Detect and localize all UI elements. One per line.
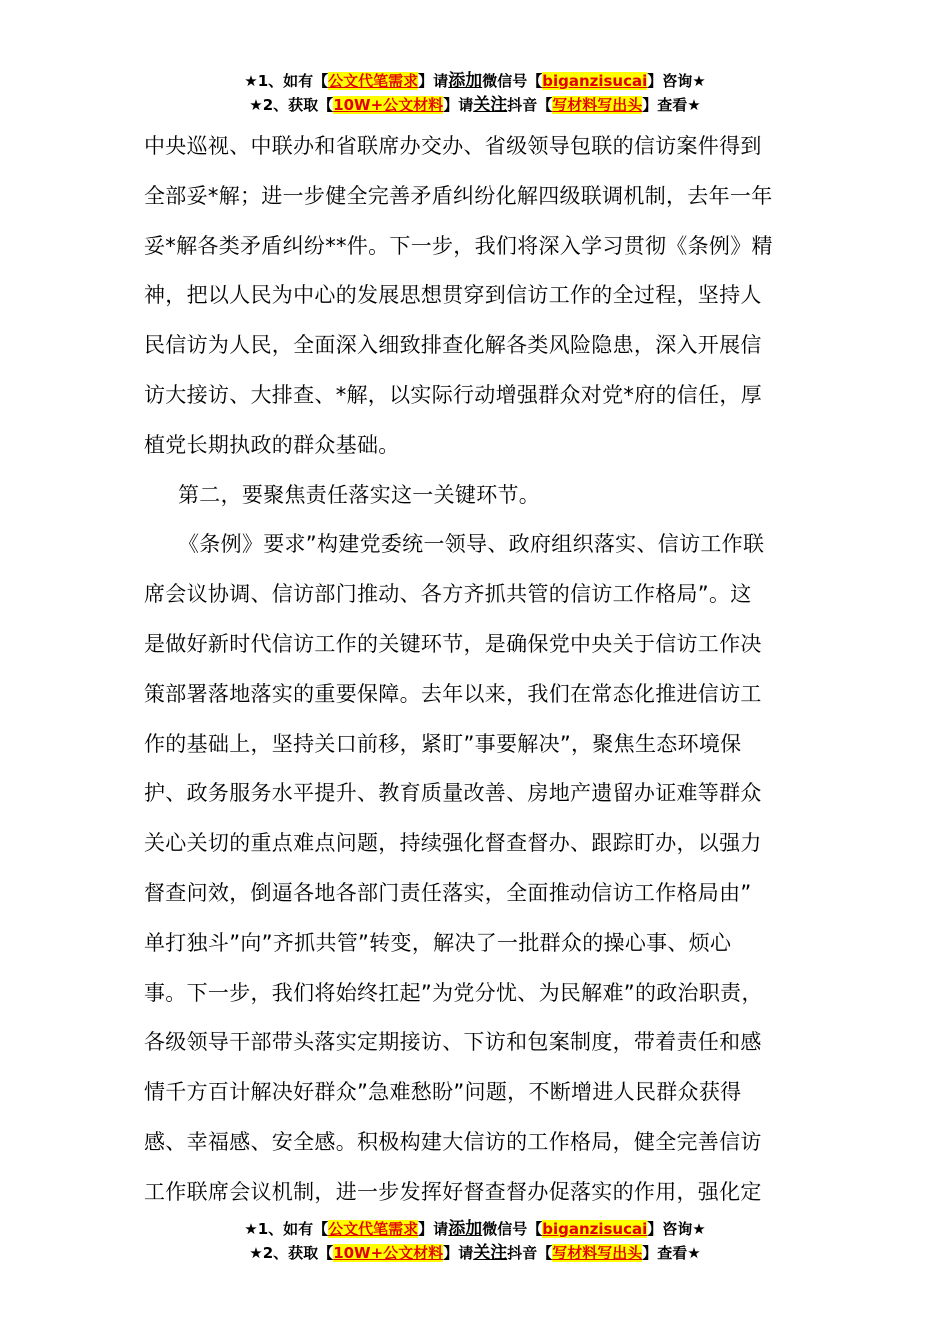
promo-highlight: 10W+公文材料 [333, 1244, 444, 1262]
promo-emphasis: 关注 [473, 95, 508, 115]
promo-banner-top [0, 69, 950, 117]
promo-text: 】请 [443, 1244, 474, 1262]
promo-line-1 [0, 1217, 950, 1241]
text-line: 关心关切的重点难点问题，持续强化督查督办、跟踪盯办，以强力 [144, 831, 762, 856]
text-line: 是做好新时代信访工作的关键环节，是确保党中央关于信访工作决 [144, 631, 762, 656]
text-line: 督查问效，倒逼各地各部门责任落实，全面推动信访工作格局由” [144, 880, 752, 905]
promo-text: 抖音【 [507, 96, 553, 114]
promo-text: 】咨询★ [647, 1220, 706, 1238]
promo-text: 微信号【 [482, 72, 543, 90]
text-line: 《条例》要求”构建党委统一领导、政府组织落实、信访工作联 [178, 532, 765, 557]
promo-text: ★1、如有【 [244, 72, 329, 90]
document-body [144, 122, 824, 1218]
text-line: 单打独斗”向”齐抓共管”转变，解决了一批群众的操心事、烦心 [144, 930, 732, 955]
promo-line-1 [0, 69, 950, 93]
text-line: 事。下一步，我们将始终扛起”为党分忧、为民解难”的政治职责， [144, 980, 763, 1005]
text-line: 访大接访、大排查、*解，以实际行动增强群众对党*府的信任，厚 [144, 382, 762, 407]
promo-text: ★1、如有【 [244, 1220, 329, 1238]
promo-highlight: 公文代笔需求 [328, 72, 419, 90]
text-line: 感、幸福感、安全感。积极构建大信访的工作格局，健全完善信访 [144, 1129, 762, 1154]
promo-text: ★2、获取【 [249, 96, 334, 114]
promo-text: 】查看★ [642, 96, 701, 114]
promo-text: 抖音【 [507, 1244, 553, 1262]
promo-text: 】请 [443, 96, 474, 114]
text-line: 各级领导干部带头落实定期接访、下访和包案制度，带着责任和感 [144, 1030, 762, 1055]
promo-text: 】查看★ [642, 1244, 701, 1262]
promo-emphasis: 添加 [448, 1219, 483, 1239]
text-line: 第二，要聚焦责任落实这一关键环节。 [178, 482, 541, 507]
text-line: 妥*解各类矛盾纠纷**件。下一步，我们将深入学习贯彻《条例》精 [144, 233, 773, 258]
text-line: 神，把以人民为中心的发展思想贯穿到信访工作的全过程，坚持人 [144, 283, 762, 308]
text-line: 作的基础上，坚持关口前移，紧盯”事要解决”，聚焦生态环境保 [144, 731, 742, 756]
text-line: 工作联席会议机制，进一步发挥好督查督办促落实的作用，强化定 [144, 1179, 762, 1204]
promo-line-2 [0, 1241, 950, 1265]
promo-text: 微信号【 [482, 1220, 543, 1238]
promo-highlight: 写材料写出头 [552, 1244, 643, 1262]
promo-text: 】请 [418, 72, 449, 90]
text-line: 情千方百计解决好群众”急难愁盼”问题，不断增进人民群众获得 [144, 1080, 742, 1105]
text-line: 中央巡视、中联办和省联席办交办、省级领导包联的信访案件得到 [144, 134, 762, 158]
promo-text: ★2、获取【 [249, 1244, 334, 1262]
promo-highlight: 公文代笔需求 [328, 1220, 419, 1238]
text-line: 植党长期执政的群众基础。 [144, 432, 400, 457]
promo-text: 】请 [418, 1220, 449, 1238]
text-line: 席会议协调、信访部门推动、各方齐抓共管的信访工作格局”。这 [144, 582, 752, 607]
text-line: 护、政务服务水平提升、教育质量改善、房地产遗留办证难等群众 [144, 781, 762, 806]
text-line: 民信访为人民，全面深入细致排查化解各类风险隐患，深入开展信 [144, 333, 762, 358]
promo-highlight: biganzisucai [542, 1220, 648, 1238]
promo-emphasis: 添加 [448, 71, 483, 91]
promo-banner-bottom [0, 1217, 950, 1265]
text-line: 策部署落地落实的重要保障。去年以来，我们在常态化推进信访工 [144, 681, 762, 706]
promo-highlight: biganzisucai [542, 72, 648, 90]
promo-text: 】咨询★ [647, 72, 706, 90]
promo-highlight: 写材料写出头 [552, 96, 643, 114]
text-line: 全部妥*解；进一步健全完善矛盾纠纷化解四级联调机制，去年一年 [144, 183, 773, 208]
promo-emphasis: 关注 [473, 1243, 508, 1263]
promo-line-2 [0, 93, 950, 117]
promo-highlight: 10W+公文材料 [333, 96, 444, 114]
